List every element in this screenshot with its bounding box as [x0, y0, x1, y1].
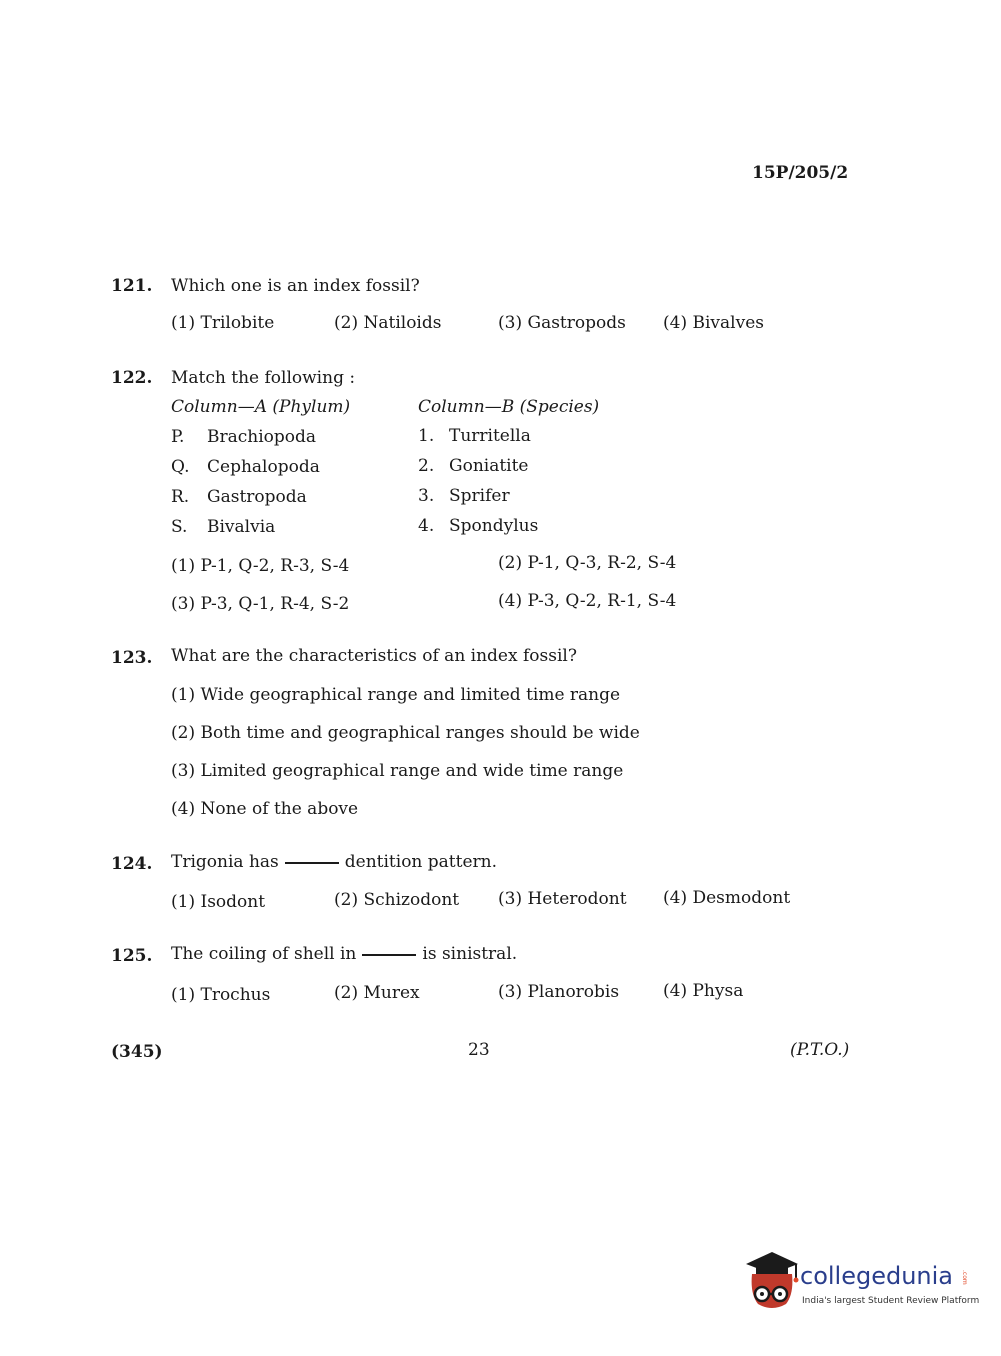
- option-4: (4) P-3, Q-2, R-1, S-4: [498, 591, 677, 611]
- option-3: (3) Limited geographical range and wide time range: [171, 761, 624, 781]
- option-2: (2) Natiloids: [334, 313, 442, 333]
- column-b-value: Goniatite: [449, 456, 529, 476]
- question-text-after: is sinistral.: [422, 944, 518, 964]
- question-number: 124.: [111, 854, 153, 874]
- option-3: (3) Gastropods: [498, 313, 626, 333]
- question-text: Which one is an index fossil?: [171, 276, 420, 296]
- column-a-key: R.: [171, 487, 190, 507]
- option-4: (4) Bivalves: [663, 313, 764, 333]
- question-text: [171, 852, 497, 872]
- option-1: (1) P-1, Q-2, R-3, S-4: [171, 556, 350, 576]
- blank-line: [362, 954, 416, 956]
- column-b-value: Spondylus: [449, 516, 539, 536]
- question-text: [171, 944, 517, 964]
- collegedunia-logo: [742, 1250, 980, 1314]
- footer-code: (345): [111, 1042, 163, 1062]
- option-3: (3) Heterodont: [498, 889, 627, 909]
- option-4: (4) None of the above: [171, 799, 359, 819]
- paper-code: 15P/205/2: [752, 163, 849, 183]
- column-b-key: 2.: [418, 456, 435, 476]
- column-a-value: Gastropoda: [207, 487, 307, 507]
- pto-label: (P.T.O.): [790, 1040, 850, 1060]
- question-number: 122.: [111, 368, 153, 388]
- column-b-value: Turritella: [449, 426, 531, 446]
- question-text: What are the characteristics of an index fossil?: [171, 646, 577, 666]
- column-b-key: 4.: [418, 516, 435, 536]
- brand-com: .com: [961, 1270, 968, 1285]
- column-b-value: Sprifer: [449, 486, 510, 506]
- option-1: (1) Trilobite: [171, 313, 275, 333]
- column-a-value: Bivalvia: [207, 517, 276, 537]
- page-number: 23: [468, 1040, 490, 1060]
- column-a-key: Q.: [171, 457, 190, 477]
- mascot-icon: [742, 1250, 802, 1314]
- question-number: 123.: [111, 648, 153, 668]
- column-b-key: 3.: [418, 486, 435, 506]
- question-number: 121.: [111, 276, 153, 296]
- column-a-header: Column—A (Phylum): [171, 397, 351, 417]
- option-3: (3) P-3, Q-1, R-4, S-2: [171, 594, 350, 614]
- column-a-value: Brachiopoda: [207, 427, 317, 447]
- question-text-before: The coiling of shell in: [171, 944, 357, 964]
- option-3: (3) Planorobis: [498, 982, 620, 1002]
- option-1: (1) Wide geographical range and limited time range: [171, 685, 621, 705]
- option-4: (4) Physa: [663, 981, 744, 1001]
- question-number: 125.: [111, 946, 153, 966]
- question-text-after: dentition pattern.: [344, 852, 498, 872]
- option-1: (1) Isodont: [171, 892, 266, 912]
- option-2: (2) P-1, Q-3, R-2, S-4: [498, 553, 677, 573]
- blank-line: [285, 862, 339, 864]
- option-2: (2) Schizodont: [334, 890, 460, 910]
- question-text: Match the following :: [171, 368, 356, 388]
- option-2: (2) Murex: [334, 983, 420, 1003]
- option-2: (2) Both time and geographical ranges should be wide: [171, 723, 640, 743]
- question-text-before: Trigonia has: [171, 852, 279, 872]
- column-a-value: Cephalopoda: [207, 457, 320, 477]
- column-a-key: P.: [171, 427, 185, 447]
- brand-tagline: India's largest Student Review Platform: [802, 1296, 980, 1306]
- brand-name: collegedunia: [800, 1262, 954, 1290]
- column-b-key: 1.: [418, 426, 435, 446]
- option-1: (1) Trochus: [171, 985, 271, 1005]
- column-b-header: Column—B (Species): [418, 397, 600, 417]
- option-4: (4) Desmodont: [663, 888, 791, 908]
- column-a-key: S.: [171, 517, 188, 537]
